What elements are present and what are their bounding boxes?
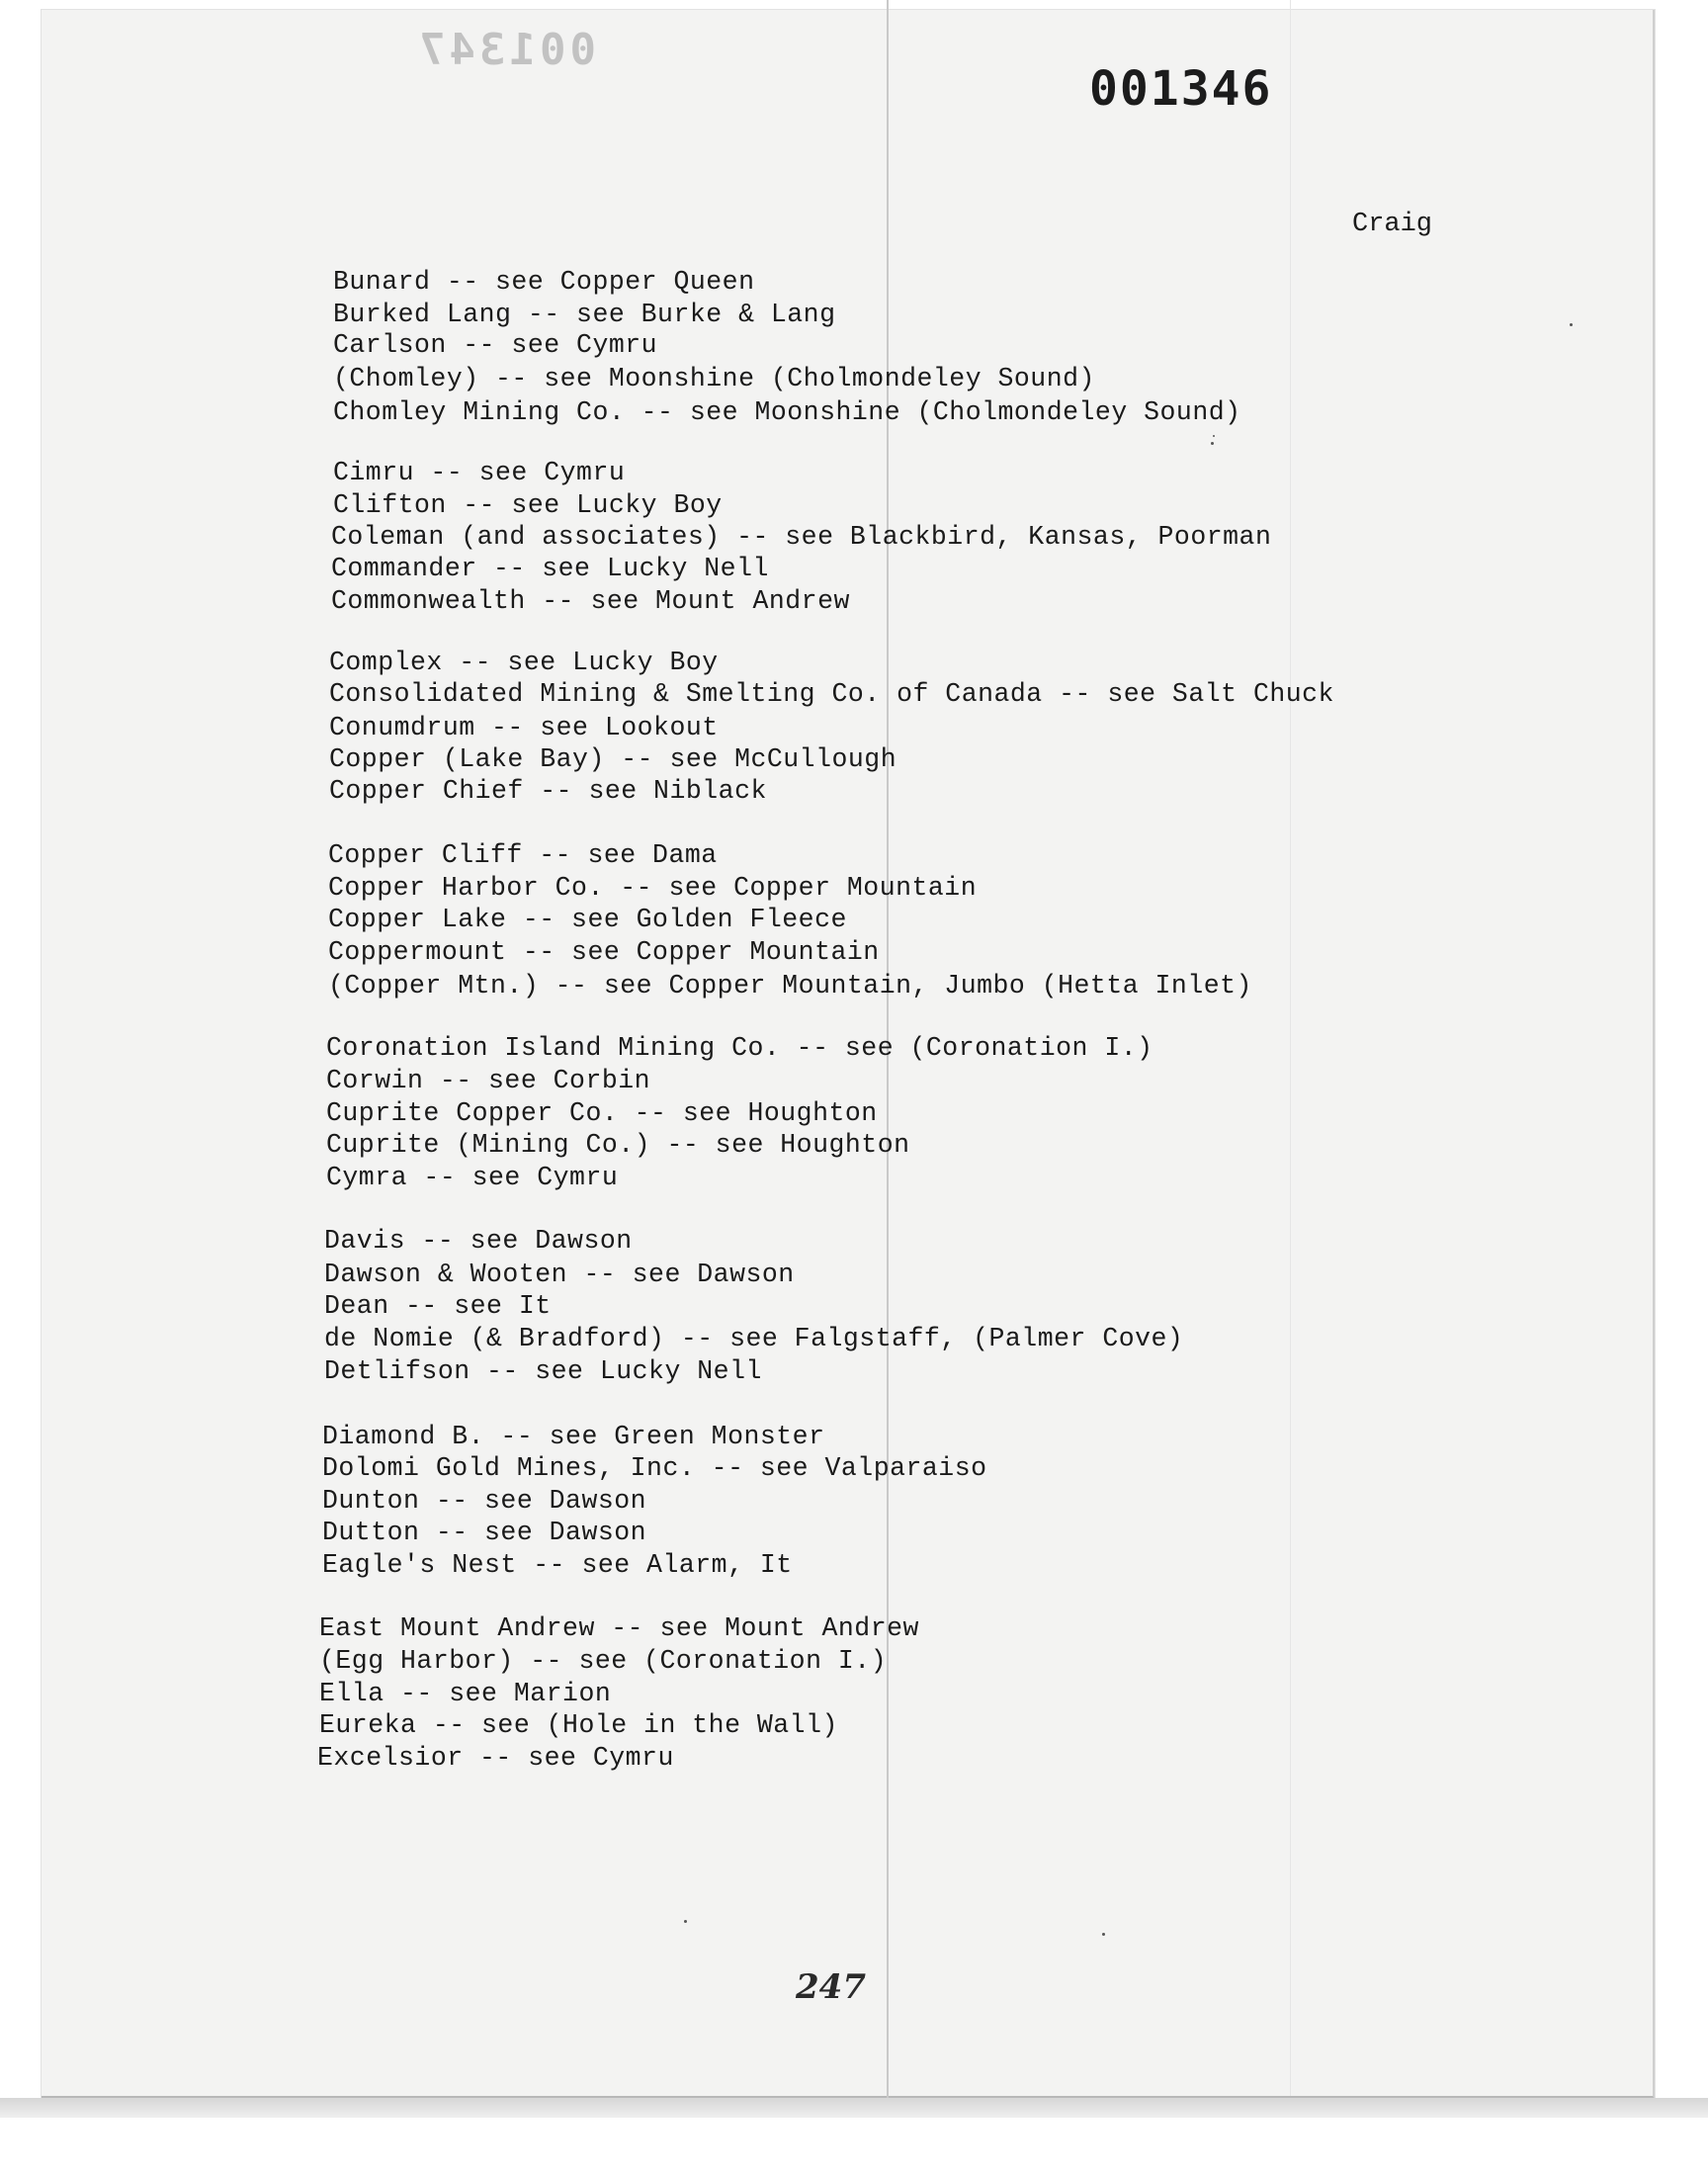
- index-entry: Diamond B. -- see Green Monster: [322, 1422, 825, 1451]
- index-entry: Detlifson -- see Lucky Nell: [324, 1356, 762, 1386]
- index-entry: Cimru -- see Cymru: [333, 458, 626, 487]
- index-entry: Cuprite Copper Co. -- see Houghton: [326, 1098, 878, 1128]
- scan-speck: [1213, 435, 1215, 437]
- index-entry: Dunton -- see Dawson: [322, 1486, 647, 1516]
- fold-line-faint: [1290, 0, 1291, 2096]
- index-entry: (Copper Mtn.) -- see Copper Mountain, Jumbo (Hetta Inlet): [328, 971, 1252, 1000]
- index-entry: (Egg Harbor) -- see (Coronation I.): [319, 1646, 888, 1676]
- index-entry: Dawson & Wooten -- see Dawson: [324, 1260, 795, 1289]
- stamp-bleed-through: 001347: [415, 25, 596, 75]
- index-entry: Cymra -- see Cymru: [326, 1163, 619, 1192]
- scan-bottom-band: [0, 2098, 1708, 2118]
- scan-speck: [1211, 442, 1214, 445]
- section-header: Craig: [1352, 210, 1433, 239]
- index-entry: Ella -- see Marion: [319, 1679, 612, 1708]
- scan-speck: [1102, 1933, 1105, 1936]
- index-entry: Excelsior -- see Cymru: [317, 1743, 674, 1773]
- index-entry: Eureka -- see (Hole in the Wall): [319, 1710, 838, 1740]
- scan-speck: [684, 1920, 687, 1923]
- index-entry: Complex -- see Lucky Boy: [329, 648, 719, 677]
- index-entry: Copper Harbor Co. -- see Copper Mountain: [328, 873, 978, 903]
- index-entry: Consolidated Mining & Smelting Co. of Canada -- see Salt Chuck: [329, 679, 1334, 709]
- scan-speck: [1570, 323, 1573, 326]
- index-entry: Eagle's Nest -- see Alarm, It: [322, 1550, 793, 1580]
- index-entry: Burked Lang -- see Burke & Lang: [333, 300, 836, 329]
- index-entry: Cuprite (Mining Co.) -- see Houghton: [326, 1130, 910, 1160]
- index-entry: Dolomi Gold Mines, Inc. -- see Valparaiso: [322, 1453, 987, 1483]
- index-entry: Copper Lake -- see Golden Fleece: [328, 905, 847, 934]
- index-entry: Coppermount -- see Copper Mountain: [328, 937, 880, 967]
- index-entry: Copper Chief -- see Niblack: [329, 776, 767, 806]
- index-entry: Corwin -- see Corbin: [326, 1066, 651, 1095]
- index-entry: de Nomie (& Bradford) -- see Falgstaff, (Palmer Cove): [324, 1324, 1184, 1353]
- index-entry: Dean -- see It: [324, 1291, 552, 1321]
- index-entry: Coleman (and associates) -- see Blackbird, Kansas, Poorman: [331, 522, 1272, 552]
- index-entry: (Chomley) -- see Moonshine (Cholmondeley Sound): [333, 364, 1095, 393]
- index-entry: Commander -- see Lucky Nell: [331, 554, 769, 583]
- index-entry: Chomley Mining Co. -- see Moonshine (Cholmondeley Sound): [333, 397, 1241, 427]
- index-entry: Davis -- see Dawson: [324, 1226, 633, 1256]
- page-number: 247: [796, 1967, 866, 2007]
- index-entry: Copper Cliff -- see Dama: [328, 840, 718, 870]
- index-entry: Conumdrum -- see Lookout: [329, 713, 719, 742]
- index-entry: Carlson -- see Cymru: [333, 330, 658, 360]
- index-entry: Clifton -- see Lucky Boy: [333, 490, 723, 520]
- index-entry: Dutton -- see Dawson: [322, 1518, 647, 1547]
- index-entry: Bunard -- see Copper Queen: [333, 267, 755, 297]
- stamp-number: 001346: [1089, 61, 1273, 117]
- index-entry: East Mount Andrew -- see Mount Andrew: [319, 1613, 919, 1643]
- index-entry: Commonwealth -- see Mount Andrew: [331, 586, 850, 616]
- index-entry: Coronation Island Mining Co. -- see (Coronation I.): [326, 1033, 1153, 1063]
- index-entry: Copper (Lake Bay) -- see McCullough: [329, 744, 897, 774]
